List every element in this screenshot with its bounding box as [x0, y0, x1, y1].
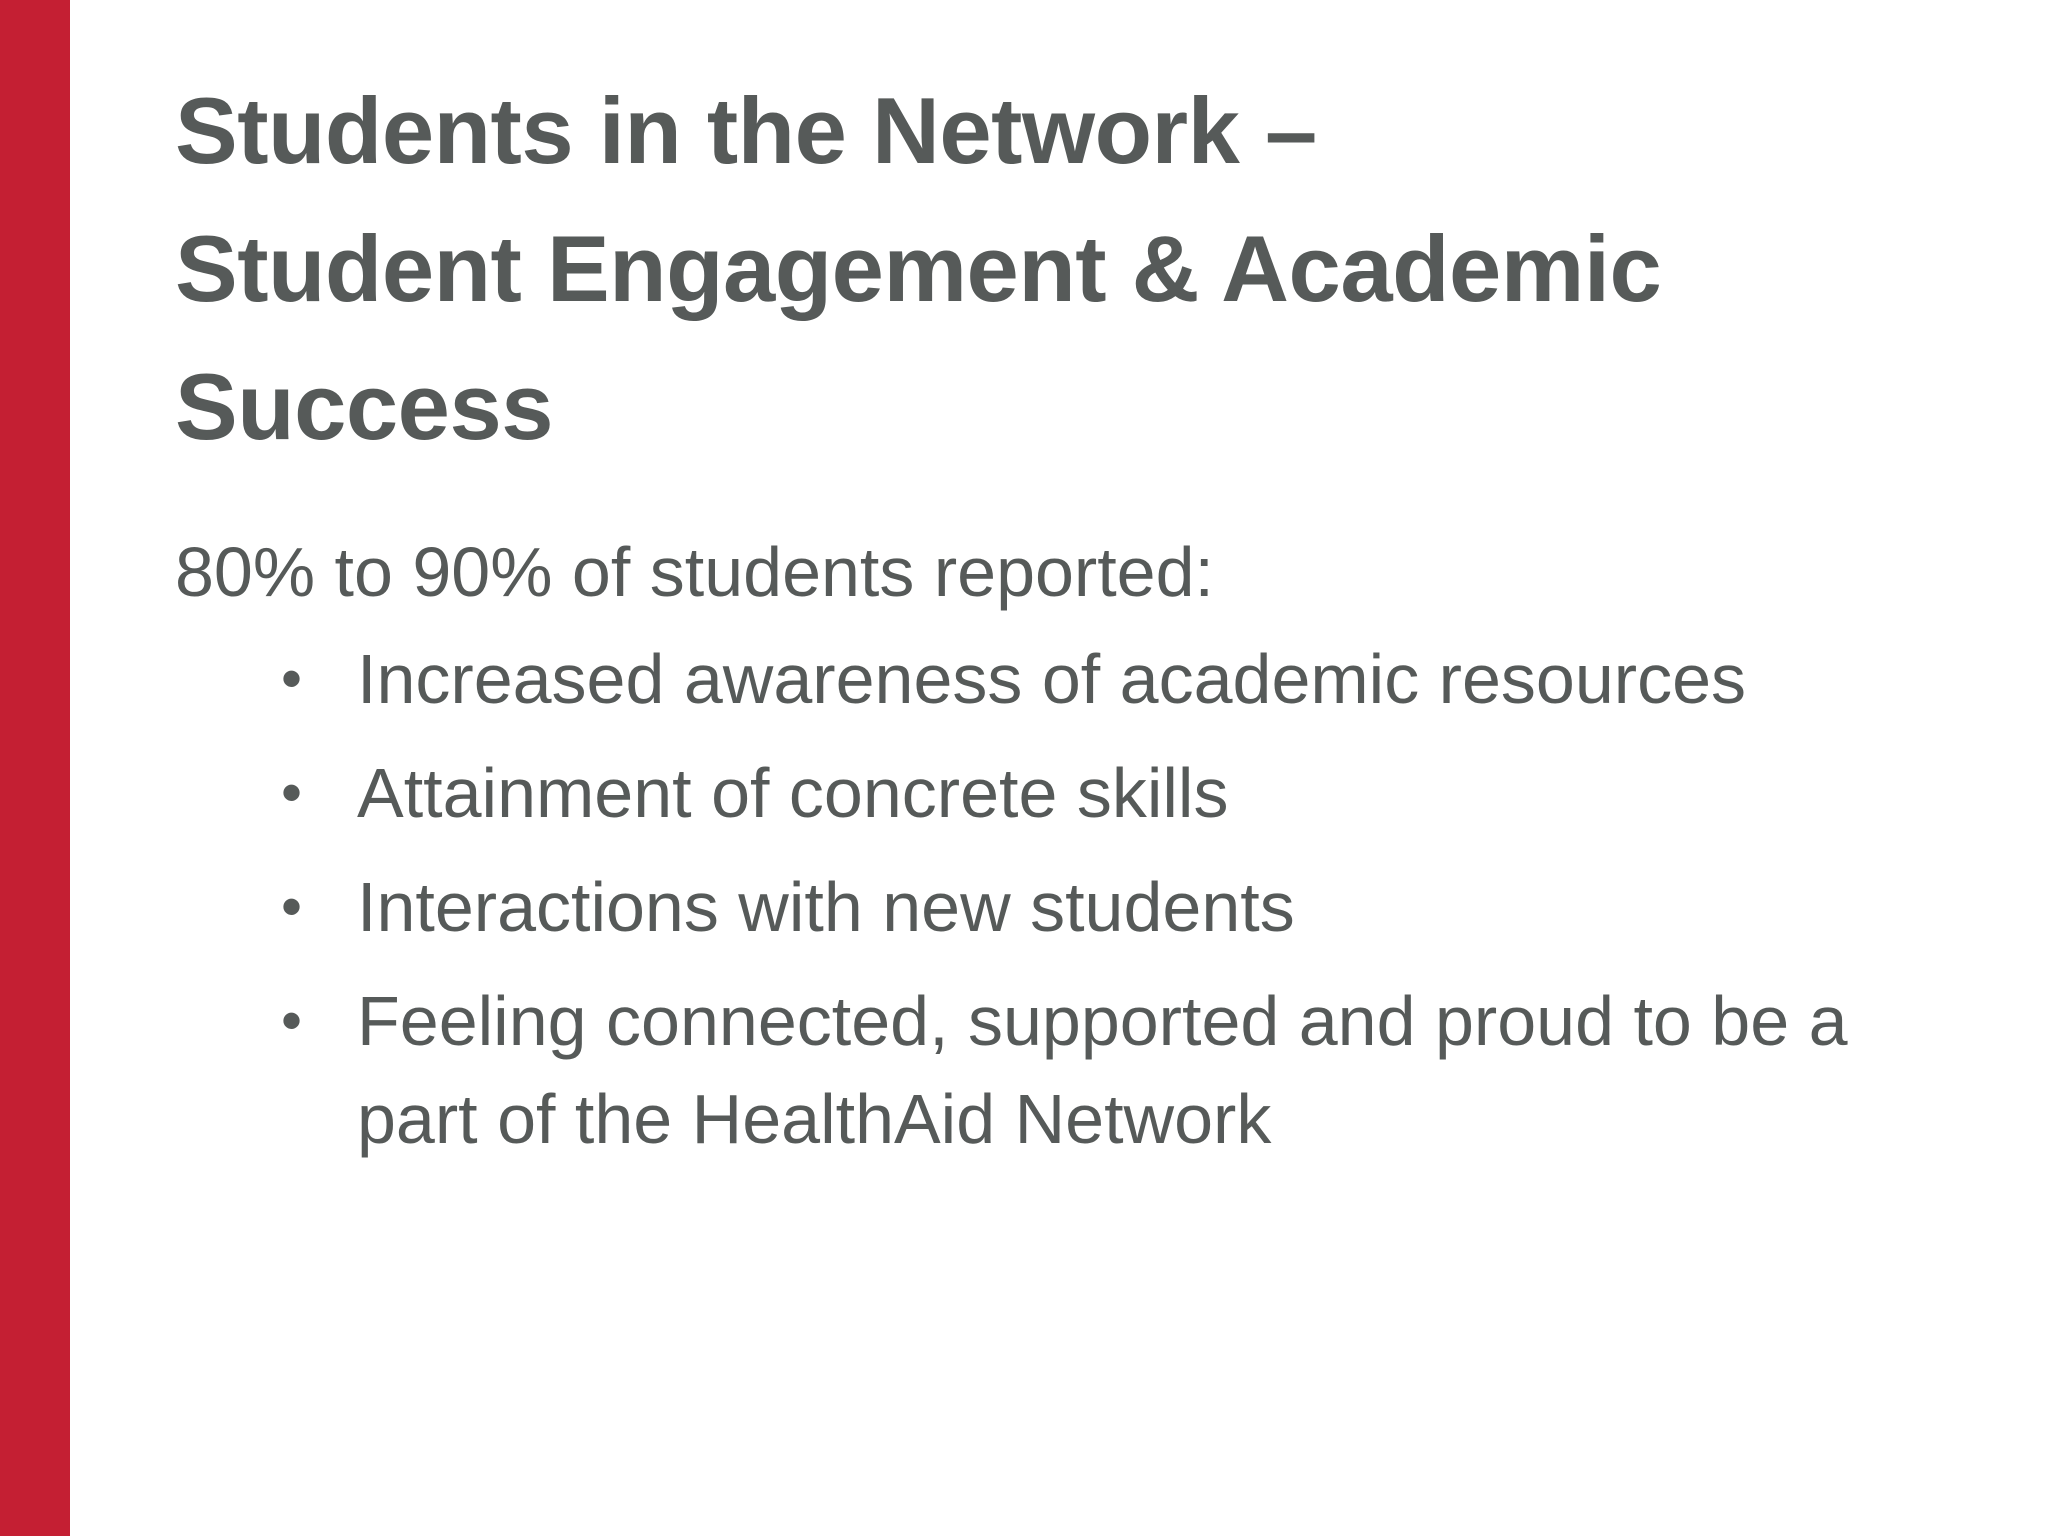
title-line: Student Engagement & Academic [175, 216, 1662, 321]
slide-title [175, 62, 1895, 476]
bullet-text: Feeling connected, supported and proud to be a part of the HealthAid Network [357, 982, 1848, 1158]
bullet-text: Interactions with new students [357, 868, 1295, 946]
list-item [175, 858, 1965, 956]
bullet-text: Attainment of concrete skills [357, 754, 1229, 832]
accent-bar [0, 0, 70, 1536]
slide-body [175, 520, 1965, 1184]
list-item [175, 744, 1965, 842]
bullet-icon: • [281, 645, 303, 712]
bullet-list [175, 630, 1965, 1168]
title-line: Success [175, 354, 554, 459]
intro-text: 80% to 90% of students reported: [175, 533, 1214, 611]
bullet-icon: • [281, 759, 303, 826]
bullet-icon: • [281, 873, 303, 940]
bullet-text: Increased awareness of academic resources [357, 640, 1747, 718]
bullet-icon: • [281, 987, 303, 1054]
title-line: Students in the Network – [175, 78, 1317, 183]
list-item [175, 630, 1965, 728]
list-item [175, 972, 1965, 1168]
